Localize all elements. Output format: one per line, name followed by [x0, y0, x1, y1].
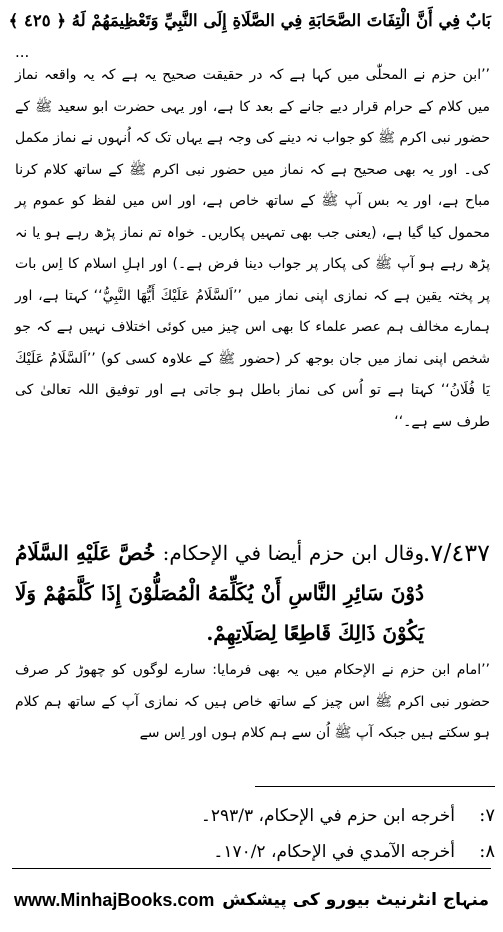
urdu-translation-paragraph: ’’ابن حزم نے المحلّٰی میں کہا ہے کہ در حقیقت صحیح یہ ہے کہ یہ واقعہ نماز میں کلام کے حرام قرار دیے جانے کے بعد کا ہے، اور یہی حضرت ابو سعید ﷺ کے حضور نبی اکرم ﷺ کو جواب نہ دینے کی وجہ ہے یہاں تک کہ اُنہوں نے نماز مکمل کی۔ اور یہ بھی صحیح ہے کہ نماز میں حضور نبی اکرم ﷺ کے ساتھ کلام کرنا مباح ہے، اور یہ بس آپ ﷺ کے ساتھ خاص ہے، اور اس میں لفظ کو عموم پر محمول کیا گیا ہے، (یعنی جب بھی تمہیں پکاریں۔ خواہ تم نماز پڑھ رہے ہو یا نہ پڑھ رہے ہو آپ ﷺ کی پکار پر جواب دینا فرض ہے۔) اور اہلِ اسلام کا اِس بات پر پختہ یقین ہے کہ نمازی اپنی نماز میں ’’اَلسَّلَامُ عَلَيْكَ أَيُّهَا النَّبِيُّ‘‘ کہتا ہے، اور ہمارے مخالف ہم عصر علماء کا بھی اس چیز میں کوئی اختلاف نہیں ہے کہ جو شخص اپنی نماز میں جان بوجھ کر (حضور ﷺ کے علاوہ کسی کو) ’’اَلسَّلَامُ عَلَيْكَ يَا فُلَانُ‘‘ کہتا ہے تو اُس کی نماز باطل ہو جاتی ہے اور توفیق اللہ تعالیٰ کی طرف سے ہے۔‘‘: [15, 67, 490, 430]
hadith-body: خُصَّ عَلَيْهِ السَّلَامُ دُوْنَ سَائِرِ النَّاسِ أَنْ يُكَلِّمَهُ الْمُصَلُّوْنَ إِذَا كَلَّمَهُمْ وَلَا يَكُوْنَ ذَالِكَ قَاطِعًا لِصَلَاتِهِمْ.: [15, 541, 424, 645]
hadith-intro: وقال ابن حزم أيضا في الإحكام:: [162, 541, 424, 565]
publisher-credit: منہاج انٹرنیٹ بیورو کی پیشکش: [222, 890, 489, 910]
footnote-number: ٨:: [479, 840, 495, 862]
footnote-number: ٧:: [479, 804, 495, 826]
footer-divider: [12, 868, 491, 869]
hadith-arabic-text: [15, 533, 424, 653]
footnote-item: [15, 797, 495, 833]
footnote-text: أخرجه الآمدي في الإحكام، ١٧٠/٢۔: [213, 841, 455, 862]
hadith-number: ٧/٤٣٧.: [422, 539, 490, 567]
footnotes: [15, 797, 495, 869]
footnote-divider: [255, 786, 495, 787]
urdu-translation-paragraph-2: ’’امام ابن حزم نے الإحکام میں یہ بھی فرمایا: سارے لوگوں کو چھوڑ کر صرف حضور نبی اکرم ﷺ اس چیز کے ساتھ خاص ہیں کہ نمازی آپ کے ساتھ ہم کلام ہو سکتے ہیں جبکہ آپ ﷺ اُن سے ہم کلام ہوں اور اِس سے: [15, 662, 490, 741]
continuation-ellipsis: ...: [15, 43, 30, 61]
website-link[interactable]: www.MinhajBooks.com: [14, 890, 215, 910]
hadith-block: [15, 533, 490, 653]
footnote-item: [15, 833, 495, 869]
page-footer: [0, 868, 503, 932]
footnote-text: أخرجه ابن حزم في الإحكام، ٢٩٣/٣۔: [200, 805, 455, 826]
chapter-header: بَابٌ فِي أَنَّ الْتِفَاتَ الصَّحَابَةِ فِي الصَّلَاةِ إِلَى النَّبِيِّ وَتَعْظِيمَهُمْ لَهُ ﴿ ٤٢٥ ﴾: [8, 11, 491, 30]
